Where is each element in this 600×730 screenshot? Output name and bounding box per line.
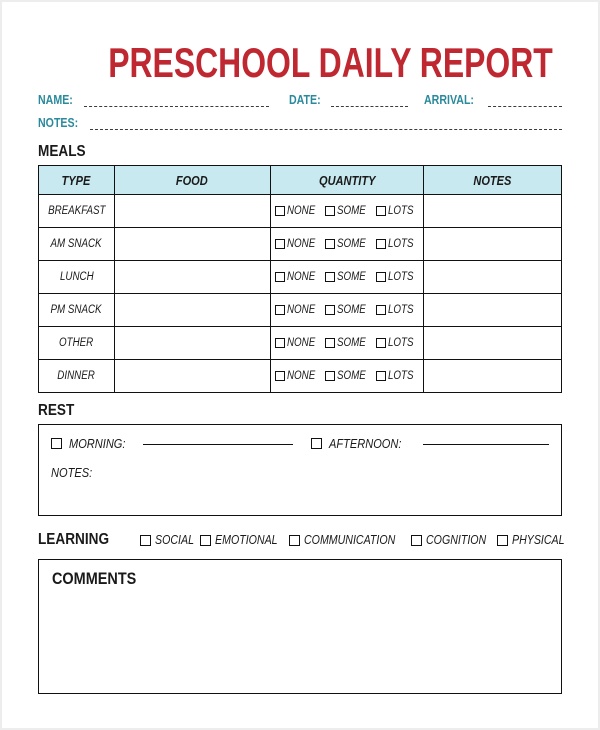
food-input-cell[interactable] (114, 360, 270, 393)
checkbox-icon[interactable] (275, 272, 285, 282)
checkbox-icon[interactable] (325, 371, 335, 381)
date-input[interactable] (331, 93, 408, 107)
name-input[interactable] (84, 93, 269, 107)
checkbox-cognition[interactable]: COGNITION (411, 533, 497, 547)
checkbox-some[interactable]: SOME (325, 304, 371, 316)
checkbox-lots[interactable]: LOTS (376, 370, 418, 382)
rest-notes-label: NOTES: (51, 465, 93, 480)
checkbox-some[interactable]: SOME (325, 271, 371, 283)
notes-label: NOTES: (38, 116, 79, 130)
name-label: NAME: (38, 93, 73, 107)
meal-type-label: OTHER (39, 327, 115, 360)
checkbox-some[interactable]: SOME (325, 205, 371, 217)
checkbox-icon[interactable] (376, 206, 386, 216)
checkbox-communication[interactable]: COMMUNICATION (289, 533, 411, 547)
afternoon-checkbox-item[interactable]: AFTERNOON: (311, 436, 414, 451)
col-header-type: TYPE (39, 166, 115, 195)
meal-type-label: AM SNACK (39, 228, 115, 261)
checkbox-icon[interactable] (497, 535, 508, 546)
col-header-food: FOOD (114, 166, 270, 195)
page-title: PRESCHOOL DAILY REPORT (108, 39, 553, 86)
checkbox-icon[interactable] (376, 338, 386, 348)
checkbox-icon[interactable] (325, 272, 335, 282)
rest-section-heading: REST (38, 402, 75, 419)
comments-section-heading: COMMENTS (52, 569, 137, 588)
checkbox-icon[interactable] (275, 239, 285, 249)
comments-box (38, 559, 562, 694)
notes-field-row (38, 113, 562, 130)
checkbox-icon[interactable] (376, 239, 386, 249)
checkbox-lots[interactable]: LOTS (376, 271, 418, 283)
meal-notes-input-cell[interactable] (423, 360, 561, 393)
quantity-cell (270, 228, 423, 261)
checkbox-emotional[interactable]: EMOTIONAL (200, 533, 289, 547)
quantity-cell (270, 261, 423, 294)
meal-type-label: DINNER (39, 360, 115, 393)
checkbox-none[interactable]: NONE (275, 205, 320, 217)
checkbox-icon[interactable] (275, 305, 285, 315)
meal-notes-input-cell[interactable] (423, 261, 561, 294)
checkbox-icon[interactable] (325, 305, 335, 315)
checkbox-lots[interactable]: LOTS (376, 304, 418, 316)
checkbox-lots[interactable]: LOTS (376, 238, 418, 250)
meal-notes-input-cell[interactable] (423, 294, 561, 327)
table-row-lunch (39, 261, 562, 294)
meals-table (38, 165, 562, 393)
food-input-cell[interactable] (114, 294, 270, 327)
rest-notes-input-area[interactable] (51, 480, 549, 514)
arrival-label: ARRIVAL: (424, 93, 475, 107)
checkbox-none[interactable]: NONE (275, 238, 320, 250)
checkbox-icon[interactable] (51, 438, 62, 449)
date-label: DATE: (289, 93, 321, 107)
checkbox-icon[interactable] (289, 535, 300, 546)
table-row-am-snack (39, 228, 562, 261)
col-header-notes: NOTES (423, 166, 561, 195)
checkbox-physical[interactable]: PHYSICAL (497, 533, 574, 547)
meal-type-label: PM SNACK (39, 294, 115, 327)
checkbox-icon[interactable] (200, 535, 211, 546)
afternoon-time-input[interactable] (423, 443, 549, 445)
notes-field-group (38, 116, 562, 130)
quantity-cell (270, 327, 423, 360)
meal-notes-input-cell[interactable] (423, 228, 561, 261)
checkbox-icon[interactable] (275, 338, 285, 348)
table-row-breakfast (39, 195, 562, 228)
food-input-cell[interactable] (114, 261, 270, 294)
meal-type-label: BREAKFAST (39, 195, 115, 228)
arrival-field-group (424, 93, 562, 107)
meals-header-row (39, 166, 562, 195)
meal-notes-input-cell[interactable] (423, 195, 561, 228)
table-row-other (39, 327, 562, 360)
checkbox-icon[interactable] (411, 535, 422, 546)
notes-input[interactable] (90, 116, 562, 130)
checkbox-none[interactable]: NONE (275, 370, 320, 382)
checkbox-icon[interactable] (376, 272, 386, 282)
date-field-group (289, 93, 408, 107)
learning-options (140, 533, 575, 547)
checkbox-lots[interactable]: LOTS (376, 205, 418, 217)
checkbox-icon[interactable] (311, 438, 322, 449)
checkbox-icon[interactable] (140, 535, 151, 546)
learning-row (38, 531, 565, 549)
learning-section-heading: LEARNING (38, 531, 110, 548)
checkbox-icon[interactable] (376, 305, 386, 315)
checkbox-lots[interactable]: LOTS (376, 337, 418, 349)
quantity-cell (270, 195, 423, 228)
name-field-group (38, 93, 269, 107)
checkbox-social[interactable]: SOCIAL (140, 533, 201, 547)
arrival-input[interactable] (488, 93, 562, 107)
checkbox-some[interactable]: SOME (325, 337, 371, 349)
checkbox-none[interactable]: NONE (275, 271, 320, 283)
checkbox-icon[interactable] (275, 371, 285, 381)
rest-box (38, 424, 562, 516)
table-row-dinner (39, 360, 562, 393)
food-input-cell[interactable] (114, 327, 270, 360)
checkbox-icon[interactable] (325, 338, 335, 348)
meal-type-label: LUNCH (39, 261, 115, 294)
table-row-pm-snack (39, 294, 562, 327)
quantity-cell (270, 294, 423, 327)
morning-time-input[interactable] (143, 443, 293, 445)
meal-notes-input-cell[interactable] (423, 327, 561, 360)
checkbox-icon[interactable] (376, 371, 386, 381)
quantity-cell (270, 360, 423, 393)
checkbox-none[interactable]: NONE (275, 304, 320, 316)
morning-checkbox-item[interactable]: MORNING: (51, 436, 135, 451)
checkbox-icon[interactable] (325, 206, 335, 216)
meals-section-heading: MEALS (38, 143, 86, 160)
checkbox-icon[interactable] (325, 239, 335, 249)
checkbox-some[interactable]: SOME (325, 238, 371, 250)
col-header-quantity: QUANTITY (270, 166, 423, 195)
checkbox-none[interactable]: NONE (275, 337, 320, 349)
checkbox-icon[interactable] (275, 206, 285, 216)
food-input-cell[interactable] (114, 195, 270, 228)
identity-field-row (38, 90, 562, 107)
checkbox-some[interactable]: SOME (325, 370, 371, 382)
food-input-cell[interactable] (114, 228, 270, 261)
comments-input-area[interactable] (52, 588, 548, 678)
